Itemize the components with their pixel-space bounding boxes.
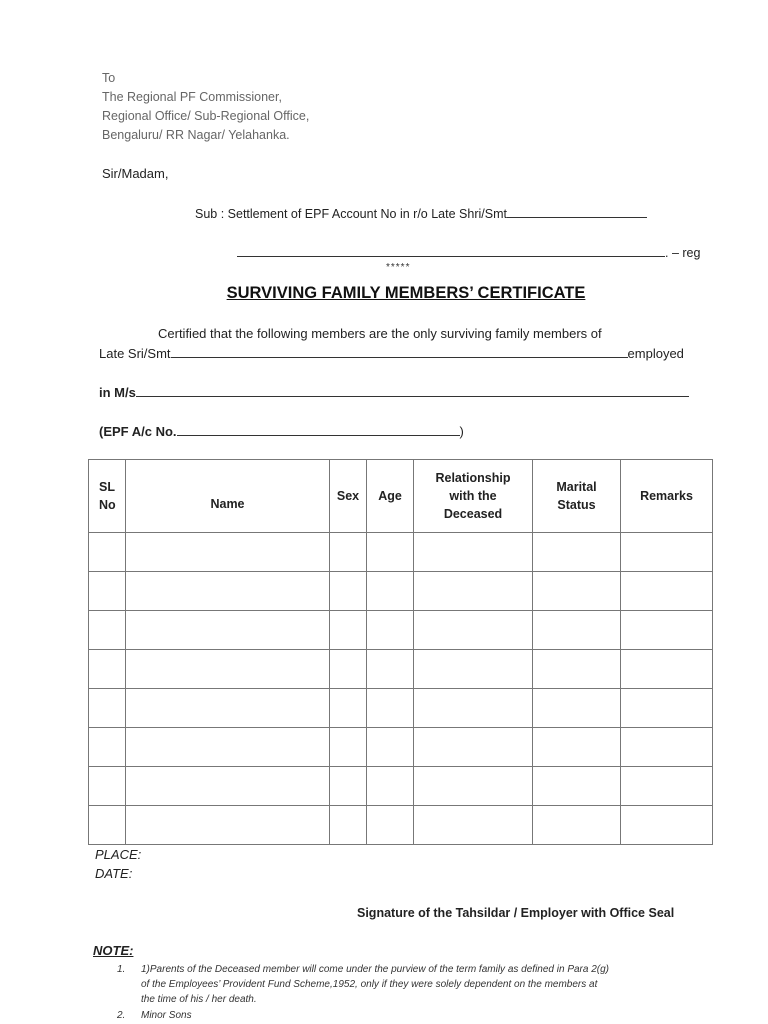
epf-line (99, 423, 464, 439)
table-cell (126, 689, 330, 728)
table-cell (126, 767, 330, 806)
table-cell (126, 572, 330, 611)
table-cell (621, 806, 713, 845)
table-cell (533, 689, 621, 728)
epf-label: (EPF A/c No. (99, 424, 177, 439)
epf-number-blank (177, 423, 460, 436)
place-label: PLACE: (95, 847, 142, 862)
table-cell (126, 728, 330, 767)
table-cell (89, 767, 126, 806)
table-cell (89, 572, 126, 611)
subject-line (195, 205, 647, 221)
date-label: DATE: (95, 866, 133, 881)
table-cell (367, 806, 414, 845)
header-sex: Sex (330, 460, 367, 533)
table-cell (621, 689, 713, 728)
certify-line-1: Certified that the following members are the only surviving family members of (158, 326, 602, 341)
note-item-2-number: 2. (117, 1010, 126, 1021)
company-name-blank (136, 384, 689, 397)
table-cell (367, 650, 414, 689)
table-cell (533, 767, 621, 806)
table-cell (414, 806, 533, 845)
note-item-1-line-3: the time of his / her death. (141, 994, 257, 1005)
table-cell (330, 533, 367, 572)
table-cell (89, 689, 126, 728)
subject-prefix: Sub : Settlement of EPF Account No in r/o Late Shri/Smt (195, 207, 507, 221)
table-cell (89, 650, 126, 689)
late-label: Late Sri/Smt (99, 346, 171, 361)
address-line-1: The Regional PF Commissioner, (102, 90, 282, 104)
table-cell (89, 533, 126, 572)
table-cell (89, 611, 126, 650)
table-cell (414, 689, 533, 728)
table-cell (330, 728, 367, 767)
table-cell (330, 806, 367, 845)
note-item-1-line-1: 1)Parents of the Deceased member will come under the purview of the term family as defined in Para 2(g) (141, 964, 609, 975)
table-cell (414, 728, 533, 767)
subject-suffix: . – reg (665, 246, 701, 260)
epf-close: ) (459, 424, 464, 439)
table-row (89, 611, 713, 650)
table-cell (621, 767, 713, 806)
table-cell (533, 806, 621, 845)
table-row (89, 572, 713, 611)
table-cell (367, 767, 414, 806)
members-table (88, 459, 713, 845)
address-line-3: Bengaluru/ RR Nagar/ Yelahanka. (102, 128, 290, 142)
subject-name-blank (507, 205, 647, 218)
table-cell (330, 572, 367, 611)
table-cell (330, 767, 367, 806)
table-cell (414, 572, 533, 611)
table-row (89, 689, 713, 728)
table-cell (621, 611, 713, 650)
table-cell (367, 572, 414, 611)
table-cell (621, 533, 713, 572)
table-cell (414, 533, 533, 572)
table-cell (367, 728, 414, 767)
separator: ***** (386, 262, 411, 273)
certify-line-2 (99, 345, 684, 361)
table-cell (126, 533, 330, 572)
table-cell (621, 650, 713, 689)
note-item-1-number: 1. (117, 964, 126, 975)
table-row (89, 806, 713, 845)
employed-label: employed (627, 346, 684, 361)
table-cell (533, 728, 621, 767)
table-row (89, 650, 713, 689)
header-relationship: Relationship with the Deceased (414, 460, 533, 533)
address-line-2: Regional Office/ Sub-Regional Office, (102, 109, 310, 123)
table-cell (367, 611, 414, 650)
note-heading: NOTE: (93, 943, 134, 958)
header-sl-no: SL No (89, 460, 126, 533)
table-cell (330, 650, 367, 689)
header-marital-status: Marital Status (533, 460, 621, 533)
table-cell (367, 533, 414, 572)
table-cell (414, 767, 533, 806)
late-name-blank (171, 345, 628, 358)
subject-continuation (237, 244, 700, 260)
header-name: Name (126, 460, 330, 533)
header-remarks: Remarks (621, 460, 713, 533)
certificate-title: SURVIVING FAMILY MEMBERS’ CERTIFICATE (226, 284, 586, 302)
table-cell (621, 728, 713, 767)
table-cell (414, 611, 533, 650)
subject-continuation-blank (237, 244, 665, 257)
table-cell (89, 806, 126, 845)
table-cell (126, 806, 330, 845)
table-cell (126, 650, 330, 689)
header-age: Age (367, 460, 414, 533)
table-row (89, 728, 713, 767)
address-to: To (102, 71, 116, 85)
table-row (89, 533, 713, 572)
table-cell (533, 572, 621, 611)
in-ms-label: in M/s (99, 385, 136, 400)
table-header-row (89, 460, 713, 533)
table-cell (126, 611, 330, 650)
table-cell (330, 689, 367, 728)
table-cell (533, 611, 621, 650)
table-cell (533, 533, 621, 572)
signature-label: Signature of the Tahsildar / Employer with Office Seal (357, 906, 675, 920)
table-cell (330, 611, 367, 650)
in-ms-line (99, 384, 689, 400)
note-item-2-text: Minor Sons (141, 1010, 192, 1021)
table-row (89, 767, 713, 806)
salutation: Sir/Madam, (102, 166, 169, 181)
table-cell (414, 650, 533, 689)
note-item-1-line-2: of the Employees’ Provident Fund Scheme,1952, only if they were solely dependent on the members at (141, 979, 598, 990)
table-cell (533, 650, 621, 689)
table-cell (89, 728, 126, 767)
table-cell (367, 689, 414, 728)
table-cell (621, 572, 713, 611)
